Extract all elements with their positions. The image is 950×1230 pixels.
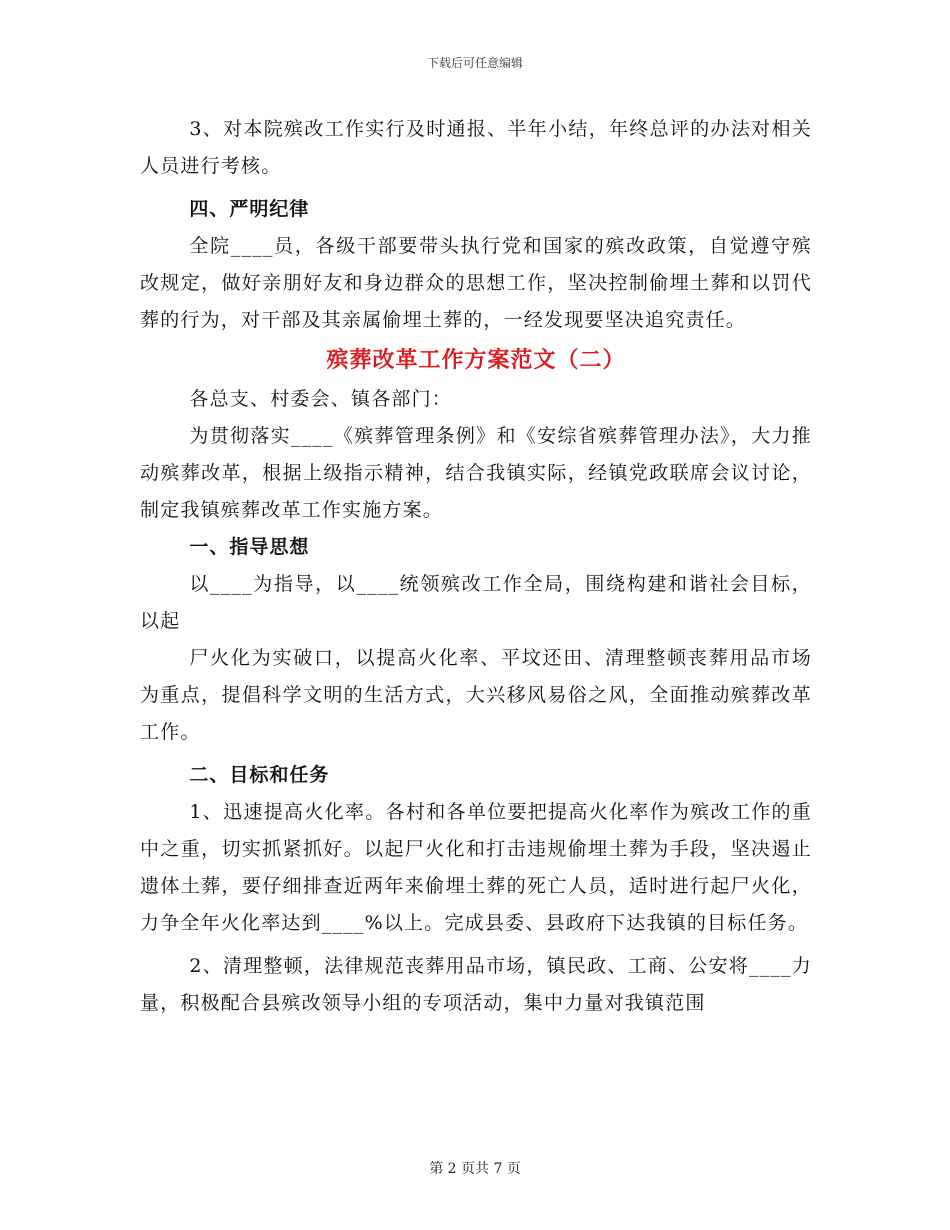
paragraph-assessment: 3、对本院殡改工作实行及时通报、半年小结，年终总评的办法对相关人员进行考核。 (140, 118, 812, 177)
heading-discipline: 四、严明纪律 (189, 198, 310, 220)
paragraph-guiding-1: 以____为指导，以____统领殡改工作全局，围绕构建和谐社会目标，以起 (140, 573, 812, 632)
heading-goals-tasks: 二、目标和任务 (189, 764, 330, 786)
paragraph-task-1: 1、迅速提高火化率。各村和各单位要把提高火化率作为殡改工作的重中之重，切实抓紧抓好。以起尸火化和打击违规偷埋土葬为手段，坚决遏止遗体土葬，要仔细排查近两年来偷埋土葬的死亡人员，适时进行起尸火化，力争全年火化率达到____%以上。完成县委、县政府下达我镇的目标任务。 (140, 801, 812, 934)
section-title: 殡葬改革工作方案范文（二） (326, 348, 626, 373)
paragraph-task-2: 2、清理整顿，法律规范丧葬用品市场，镇民政、工商、公安将____力量，积极配合县殡改领导小组的专项活动，集中力量对我镇范围 (140, 955, 812, 1014)
page-footer: 第 2 页共 7 页 (429, 1161, 521, 1177)
paragraph-discipline: 全院____员，各级干部要带头执行党和国家的殡改政策，自觉遵守殡改规定，做好亲朋好友和身边群众的思想工作，坚决控制偷埋土葬和以罚代葬的行为，对干部及其亲属偷埋土葬的，一经发现要坚决追究责任。 (140, 235, 812, 331)
paragraph-intro: 为贯彻落实____《殡葬管理条例》和《安综省殡葬管理办法》，大力推动殡葬改革，根据上级指示精神，结合我镇实际，经镇党政联席会议讨论，制定我镇殡葬改革工作实施方案。 (140, 425, 812, 521)
heading-guiding-ideology: 一、指导思想 (189, 536, 310, 558)
paragraph-salutation: 各总支、村委会、镇各部门： (189, 388, 452, 410)
paragraph-guiding-2: 尸火化为实破口，以提高火化率、平坟还田、清理整顿丧葬用品市场为重点，提倡科学文明的生活方式，大兴移风易俗之风，全面推动殡葬改革工作。 (140, 647, 812, 743)
document-body (140, 111, 812, 1022)
page-header: 下载后可任意编辑 (426, 56, 523, 70)
